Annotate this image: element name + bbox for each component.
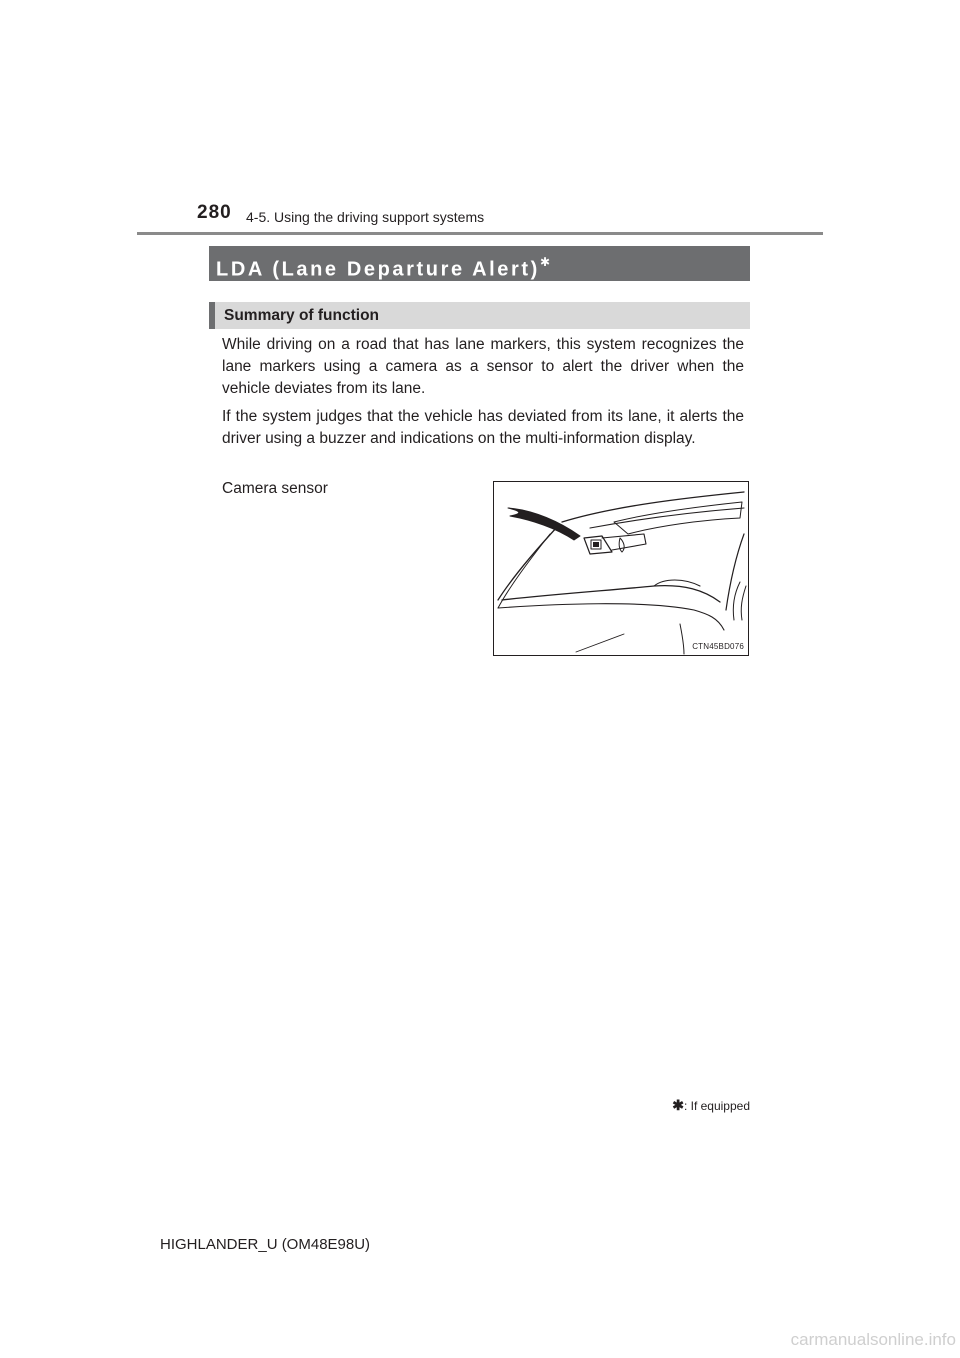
- footer-model: HIGHLANDER_U (OM48E98U): [160, 1236, 371, 1253]
- page-title: [209, 246, 750, 281]
- body-paragraph-1: While driving on a road that has lane markers, this system recognizes the lane markers using a camera as a sensor to alert the driver when the vehicle deviates from its lane.: [222, 336, 744, 397]
- subheading: Summary of function: [209, 302, 750, 329]
- if-equipped-marker: ✱: [539, 255, 550, 269]
- page-number: 280: [197, 202, 232, 223]
- footnote: [672, 1097, 750, 1114]
- windshield-camera-icon: [494, 482, 748, 655]
- section-header: 4-5. Using the driving support systems: [246, 209, 485, 225]
- watermark: carmanualsonline.info: [790, 1330, 956, 1349]
- camera-sensor-label: Camera sensor: [222, 480, 328, 497]
- camera-sensor-figure: [493, 481, 749, 656]
- body-paragraph-2: If the system judges that the vehicle has deviated from its lane, it alerts the driver using a buzzer and indications on the multi-information display.: [222, 408, 744, 447]
- header-divider: [137, 232, 823, 235]
- figure-code: CTN45BD076: [692, 642, 744, 651]
- footnote-marker: ✱: [672, 1097, 684, 1113]
- page-title-text: LDA (Lane Departure Alert): [216, 258, 540, 281]
- footnote-text: : If equipped: [683, 1099, 750, 1113]
